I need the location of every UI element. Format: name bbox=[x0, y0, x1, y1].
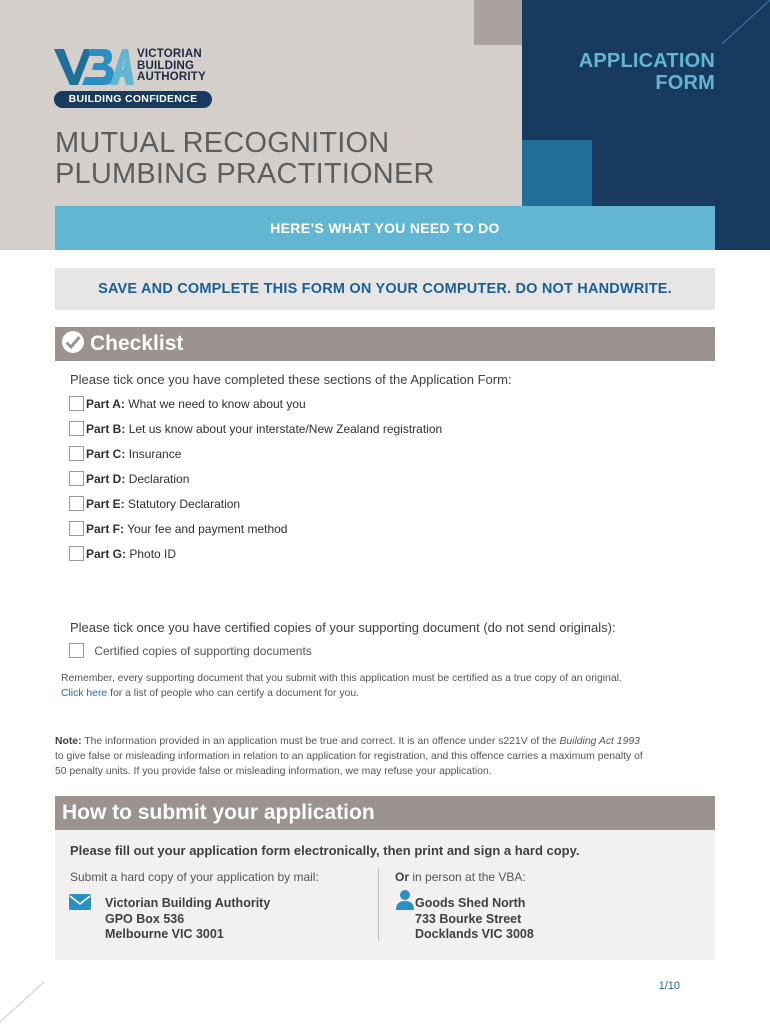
checkbox-part-a[interactable] bbox=[69, 396, 84, 411]
part-c-text: Insurance bbox=[128, 447, 182, 461]
checkbox-part-c[interactable] bbox=[69, 446, 84, 461]
reminder-text: Remember, every supporting document that you submit with this application must be certified as a true copy of an original. bbox=[61, 673, 622, 684]
person-icon bbox=[396, 890, 414, 910]
note-text-3: 50 penalty units. If you provide false or misleading information, we may refuse your application. bbox=[55, 766, 492, 777]
save-notice: SAVE AND COMPLETE THIS FORM ON YOUR COMPUTER. DO NOT HANDWRITE. bbox=[55, 268, 715, 310]
checkbox-part-g[interactable] bbox=[69, 546, 84, 561]
note-text-1: The information provided in an application must be true and correct. It is an offence under s221V of the bbox=[81, 736, 560, 747]
note-text-2: to give false or misleading information in relation to an application for registration, and this offence carries a maximum penalty of bbox=[55, 751, 643, 762]
part-a-text: What we need to know about you bbox=[128, 397, 306, 411]
checkbox-part-e[interactable] bbox=[69, 496, 84, 511]
part-g-label: Part G: bbox=[86, 547, 127, 561]
in-person-label bbox=[395, 870, 526, 884]
checklist-item-part-c[interactable] bbox=[69, 446, 181, 462]
header-diagonal-line bbox=[716, 0, 770, 50]
submit-divider bbox=[378, 868, 379, 941]
checklist-item-part-f[interactable] bbox=[69, 521, 287, 537]
certified-reminder bbox=[61, 671, 622, 701]
person-address-line3: Docklands VIC 3008 bbox=[415, 927, 534, 941]
note-label: Note: bbox=[55, 736, 82, 747]
mail-address bbox=[105, 896, 270, 943]
part-b-label: Part B: bbox=[86, 422, 126, 436]
click-here-rest: for a list of people who can certify a document for you. bbox=[107, 688, 360, 699]
page-title-line1: MUTUAL RECOGNITION bbox=[55, 127, 390, 159]
checkbox-part-b[interactable] bbox=[69, 421, 84, 436]
form-type-label bbox=[579, 50, 715, 94]
vba-logo bbox=[52, 45, 214, 111]
checklist-item-certified[interactable] bbox=[69, 643, 312, 659]
page-number: 1/10 bbox=[658, 980, 680, 992]
certified-instruction: Please tick once you have certified copies of your supporting document (do not send originals): bbox=[70, 620, 616, 635]
mail-icon bbox=[69, 894, 91, 910]
logo-tagline: BUILDING CONFIDENCE bbox=[54, 91, 212, 108]
certified-item-text: Certified copies of supporting documents bbox=[94, 644, 312, 658]
checklist-heading-text: Checklist bbox=[90, 332, 184, 355]
click-here-link[interactable]: Click here bbox=[61, 688, 108, 699]
part-g-text: Photo ID bbox=[129, 547, 177, 561]
part-d-text: Declaration bbox=[128, 472, 190, 486]
logo-line1: VICTORIAN bbox=[137, 48, 202, 60]
checkbox-part-f[interactable] bbox=[69, 521, 84, 536]
checklist-item-part-g[interactable] bbox=[69, 546, 176, 562]
note-act: Building Act 1993 bbox=[559, 736, 640, 747]
note-paragraph bbox=[55, 734, 715, 779]
checklist-heading bbox=[55, 327, 715, 361]
checklist-instruction: Please tick once you have completed these sections of the Application Form: bbox=[70, 372, 512, 387]
person-address-line2: 733 Bourke Street bbox=[415, 911, 522, 926]
part-e-text: Statutory Declaration bbox=[128, 497, 241, 511]
mail-label: Submit a hard copy of your application by mail: bbox=[70, 870, 319, 884]
checklist-item-part-b[interactable] bbox=[69, 421, 442, 437]
part-f-text: Your fee and payment method bbox=[127, 522, 288, 536]
page-title bbox=[55, 128, 435, 190]
person-address-line1: Goods Shed North bbox=[415, 896, 526, 910]
submit-instruction: Please fill out your application form electronically, then print and sign a hard copy. bbox=[70, 843, 580, 858]
part-a-label: Part A: bbox=[86, 397, 125, 411]
checklist-item-part-a[interactable] bbox=[69, 396, 306, 412]
checklist-item-part-d[interactable] bbox=[69, 471, 189, 487]
form-type-line1: APPLICATION bbox=[578, 50, 715, 72]
in-person-label-text: in person at the VBA: bbox=[409, 870, 526, 884]
checkbox-certified[interactable] bbox=[69, 643, 84, 658]
check-circle-icon bbox=[62, 331, 84, 353]
vba-logo-mark bbox=[52, 45, 134, 89]
in-person-address bbox=[415, 896, 534, 943]
header-teal-square bbox=[522, 140, 592, 206]
mail-address-line3: Melbourne VIC 3001 bbox=[105, 927, 224, 941]
part-d-label: Part D: bbox=[86, 472, 126, 486]
logo-line3: AUTHORITY bbox=[137, 71, 206, 83]
part-f-label: Part F: bbox=[86, 522, 125, 536]
header-accent-square bbox=[474, 0, 522, 45]
checkbox-part-d[interactable] bbox=[69, 471, 84, 486]
submit-heading: How to submit your application bbox=[55, 796, 715, 830]
logo-line2: BUILDING bbox=[137, 59, 195, 72]
mail-address-line1: Victorian Building Authority bbox=[105, 896, 271, 910]
form-type-line2: FORM bbox=[655, 72, 715, 94]
in-person-or: Or bbox=[395, 870, 410, 884]
part-b-text: Let us know about your interstate/New Zealand registration bbox=[128, 422, 443, 436]
footer-diagonal-line bbox=[0, 980, 46, 1024]
part-c-label: Part C: bbox=[86, 447, 126, 461]
mail-address-line2: GPO Box 536 bbox=[105, 911, 185, 926]
checklist-item-part-e[interactable] bbox=[69, 496, 240, 512]
page-title-line2: PLUMBING PRACTITIONER bbox=[55, 158, 435, 190]
instructions-banner-text: HERE’S WHAT YOU NEED TO DO bbox=[270, 220, 500, 236]
vba-logo-words bbox=[137, 49, 206, 84]
part-e-label: Part E: bbox=[86, 497, 125, 511]
